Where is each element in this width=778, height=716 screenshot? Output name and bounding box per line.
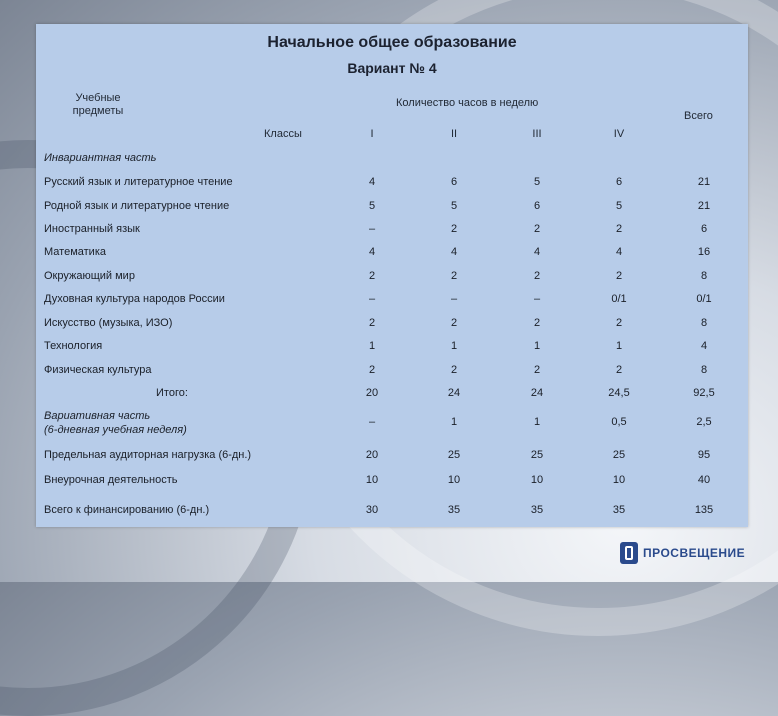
hours-cell: 4 bbox=[368, 246, 376, 258]
logo-icon bbox=[620, 542, 638, 564]
hours-cell: 20 bbox=[365, 387, 379, 399]
hours-header: Количество часов в неделю bbox=[396, 97, 539, 109]
class-header: IV bbox=[613, 128, 625, 140]
total-cell: 8 bbox=[700, 270, 708, 282]
hours-cell: 6 bbox=[450, 176, 458, 188]
hours-cell: 6 bbox=[615, 176, 623, 188]
hours-cell: 4 bbox=[533, 246, 541, 258]
hours-cell: 2 bbox=[450, 223, 458, 235]
total-cell: 2,5 bbox=[696, 416, 712, 428]
total-cell: 40 bbox=[697, 474, 711, 486]
hours-cell: 2 bbox=[450, 364, 458, 376]
hours-cell: 4 bbox=[368, 176, 376, 188]
row-label: Физическая культура bbox=[44, 364, 152, 376]
hours-cell: 20 bbox=[365, 449, 379, 461]
row-label: Математика bbox=[44, 246, 106, 258]
row-label: Вариативная часть bbox=[44, 410, 151, 422]
hours-cell: 2 bbox=[615, 223, 623, 235]
hours-cell: 0,5 bbox=[611, 416, 627, 428]
total-cell: 6 bbox=[700, 223, 708, 235]
hours-cell: 2 bbox=[450, 270, 458, 282]
hours-cell: – bbox=[368, 223, 376, 235]
row-label: Инвариантная часть bbox=[44, 152, 157, 164]
hours-cell: 1 bbox=[615, 340, 623, 352]
row-label: Предельная аудиторная нагрузка (6-дн.) bbox=[44, 449, 252, 461]
total-cell: 95 bbox=[697, 449, 711, 461]
hours-cell: 10 bbox=[612, 474, 626, 486]
row-label: Всего к финансированию (6-дн.) bbox=[44, 504, 210, 516]
hours-cell: 24,5 bbox=[608, 387, 630, 399]
total-header: Всего bbox=[684, 110, 713, 122]
hours-cell: 10 bbox=[530, 474, 544, 486]
hours-cell: 2 bbox=[533, 223, 541, 235]
total-cell: 0/1 bbox=[696, 293, 712, 305]
classes-label: Классы bbox=[264, 128, 302, 140]
row-label: Искусство (музыка, ИЗО) bbox=[44, 317, 173, 329]
hours-cell: 10 bbox=[365, 474, 379, 486]
hours-cell: 2 bbox=[368, 364, 376, 376]
hours-cell: 1 bbox=[450, 340, 458, 352]
row-label: Иностранный язык bbox=[44, 223, 140, 235]
hours-cell: 2 bbox=[615, 364, 623, 376]
hours-cell: 5 bbox=[533, 176, 541, 188]
hours-cell: 2 bbox=[368, 270, 376, 282]
page-title: Начальное общее образование bbox=[267, 34, 517, 51]
hours-cell: 1 bbox=[450, 416, 458, 428]
total-cell: 21 bbox=[697, 176, 711, 188]
hours-cell: – bbox=[450, 293, 458, 305]
hours-cell: 10 bbox=[447, 474, 461, 486]
hours-cell: 2 bbox=[615, 270, 623, 282]
total-cell: 8 bbox=[700, 317, 708, 329]
total-cell: 21 bbox=[697, 200, 711, 212]
hours-cell: 30 bbox=[365, 504, 379, 516]
row-label: Духовная культура народов России bbox=[44, 293, 225, 305]
hours-cell: 24 bbox=[530, 387, 544, 399]
hours-cell: 25 bbox=[447, 449, 461, 461]
hours-cell: 2 bbox=[368, 317, 376, 329]
row-label: Итого: bbox=[156, 387, 188, 399]
hours-cell: 35 bbox=[530, 504, 544, 516]
hours-cell: 6 bbox=[533, 200, 541, 212]
hours-cell: 2 bbox=[533, 317, 541, 329]
hours-cell: 2 bbox=[615, 317, 623, 329]
subjects-header: Учебные предметы bbox=[72, 92, 124, 117]
hours-cell: 4 bbox=[615, 246, 623, 258]
hours-cell: 35 bbox=[447, 504, 461, 516]
total-cell: 16 bbox=[697, 246, 711, 258]
hours-cell: 1 bbox=[533, 416, 541, 428]
row-label-continuation: (6-дневная учебная неделя) bbox=[44, 424, 187, 436]
hours-cell: 2 bbox=[533, 364, 541, 376]
row-label: Технология bbox=[44, 340, 103, 352]
hours-cell: – bbox=[368, 293, 376, 305]
page-subtitle: Вариант № 4 bbox=[347, 60, 437, 76]
total-cell: 135 bbox=[694, 504, 714, 516]
total-cell: 8 bbox=[700, 364, 708, 376]
hours-cell: 4 bbox=[450, 246, 458, 258]
total-cell: 92,5 bbox=[693, 387, 715, 399]
row-label: Русский язык и литературное чтение bbox=[44, 176, 233, 188]
hours-cell: 2 bbox=[533, 270, 541, 282]
row-label: Внеурочная деятельность bbox=[44, 474, 178, 486]
logo-text: ПРОСВЕЩЕНИЕ bbox=[643, 546, 746, 560]
hours-cell: 35 bbox=[612, 504, 626, 516]
hours-cell: 24 bbox=[447, 387, 461, 399]
class-header: I bbox=[370, 128, 374, 140]
hours-cell: 1 bbox=[368, 340, 376, 352]
hours-cell: 2 bbox=[450, 317, 458, 329]
hours-cell: – bbox=[533, 293, 541, 305]
class-header: II bbox=[450, 128, 458, 140]
hours-cell: 1 bbox=[533, 340, 541, 352]
hours-cell: 0/1 bbox=[611, 293, 627, 305]
row-label: Родной язык и литературное чтение bbox=[44, 200, 230, 212]
row-label: Окружающий мир bbox=[44, 270, 135, 282]
total-cell: 4 bbox=[700, 340, 708, 352]
hours-cell: 5 bbox=[450, 200, 458, 212]
hours-cell: – bbox=[368, 416, 376, 428]
hours-cell: 5 bbox=[615, 200, 623, 212]
slide-panel bbox=[36, 24, 748, 527]
hours-cell: 25 bbox=[530, 449, 544, 461]
class-header: III bbox=[532, 128, 542, 140]
publisher-logo bbox=[620, 542, 745, 564]
hours-cell: 5 bbox=[368, 200, 376, 212]
hours-cell: 25 bbox=[612, 449, 626, 461]
